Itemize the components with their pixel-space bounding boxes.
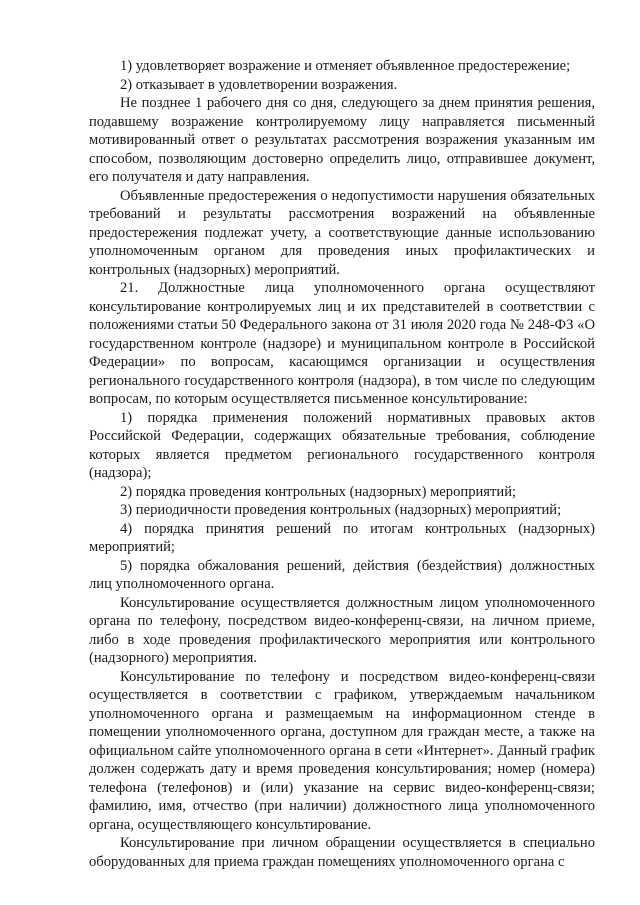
- list-item-3: 3) периодичности проведения контрольных (надзорных) мероприятий;: [120, 502, 562, 518]
- list-item-5: 5) порядка обжалования решений, действия (бездействия) должностных лиц уполномоченного органа.: [89, 557, 595, 592]
- paragraph-response-deadline: Не позднее 1 рабочего дня со дня, следующего за днем принятия решения, подавшему возражение контролируемому лицу направляется письменный мотивированный ответ о результатах рассмотрения возражения указанным им способом, позволяющим достоверно определить лицо, отправившее документ, его получателя и дату направления.: [89, 95, 595, 185]
- list-item-2: 2) порядка проведения контрольных (надзорных) мероприятий;: [120, 483, 517, 500]
- paragraph-personal-consultation: Консультирование при личном обращении осуществляется в специально оборудованных для приема граждан помещениях уполномоченного органа с: [89, 835, 595, 870]
- paragraph-warnings-accounting: Объявленные предостережения о недопустимости нарушения обязательных требований и результаты рассмотрения возражений на объявленные предостережения подлежат учету, а соответствующие данные использованию уполномоченным органом для проведения иных профилактических и контрольных (надзорных) мероприятий.: [89, 187, 595, 278]
- list-item-1: 1) порядка применения положений нормативных правовых актов Российской Федерации, содержащих обязательные требования, соблюдение которых является предметом регионального государственного контроля (надзора);: [89, 409, 595, 481]
- paragraph-decision-option-2: 2) отказывает в удовлетворении возражения.: [120, 76, 398, 93]
- paragraph-consultation-schedule: Консультирование по телефону и посредством видео-конференц-связи осуществляется в соответствии с графиком, утверждаемым начальником уполномоченного органа и размещаемым на информационном стенде в помещении уполномоченного органа, доступном для граждан месте, а также на официальном сайте уполномоченного органа в сети «Интернет». Данный график должен содержать дату и время проведения консультирования; номер (номера) телефона (телефонов) и (или) указание на сервис видео-конференц-связи; фамилию, имя, отчество (при наличии) должностного лица уполномоченного органа, осуществляющего консультирование.: [89, 668, 595, 833]
- paragraph-decision-option-1: 1) удовлетворяет возражение и отменяет объявленное предостережение;: [120, 58, 571, 74]
- paragraph-consultation-methods: Консультирование осуществляется должностным лицом уполномоченного органа по телефону, посредством видео-конференц-связи, на личном приеме, либо в ходе проведения профилактического мероприятия или контрольного (надзорного) мероприятия.: [89, 594, 595, 666]
- paragraph-section-21: 21. Должностные лица уполномоченного органа осуществляют консультирование контролируемых лиц и их представителей в соответствии с положениями статьи 50 Федерального закона от 31 июля 2020 года № 248-ФЗ «О государственном контроле (надзоре) и муниципальном контроле в Российской Федерации» по вопросам, касающимся организации и осуществления регионального государственного контроля (надзора), в том числе по следующим вопросам, по которым осуществляется письменное консультирование:: [89, 280, 595, 407]
- document-page: [89, 57, 595, 871]
- list-item-4: 4) порядка принятия решений по итогам контрольных (надзорных) мероприятий;: [89, 520, 595, 555]
